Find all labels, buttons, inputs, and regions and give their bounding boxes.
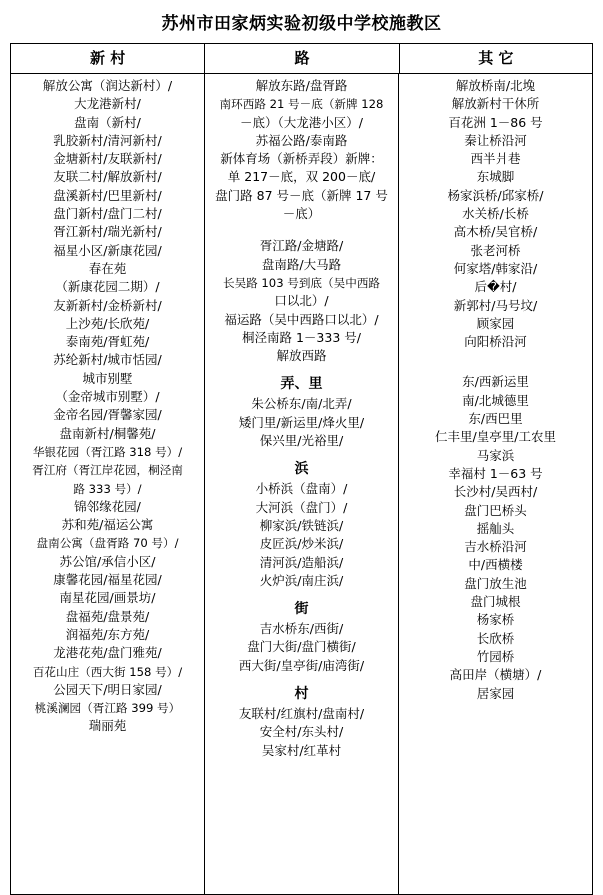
list-item: 吴家村/红革村: [261, 742, 342, 758]
list-item: 东/西新运里: [462, 374, 529, 390]
list-item: 盘溪新村/巴里新村/: [53, 187, 162, 203]
list-item: 苏和苑/福运公寓: [61, 517, 154, 533]
table-header-row: [11, 44, 592, 74]
list-item: 新体育场（新桥弄段）新牌：: [220, 151, 383, 167]
list-item: 华银花园（胥江路 318 号）/: [32, 444, 183, 459]
list-item: 吉水桥东/西街/: [259, 621, 344, 637]
list-item: 马家浜: [476, 447, 515, 463]
list-item: 盘门城根: [470, 594, 521, 610]
list-item: 金帝名园/胥馨家园/: [53, 407, 162, 423]
list-item: 秦让桥沿河: [464, 132, 527, 148]
list-item: －底）（大龙港小区）/: [240, 114, 363, 130]
column-header-xincun: 新 村: [11, 44, 205, 73]
list-item: 东城脚: [476, 169, 515, 185]
districts-table: [10, 43, 593, 895]
list-item: 何家塔/韩家沿/: [453, 260, 538, 276]
list-item: 福星小区/新康花园/: [53, 242, 162, 258]
list-item: 锦邻缘花园/: [74, 498, 141, 514]
list-item: 苏公馆/承信小区/: [59, 553, 156, 569]
list-item: 西半爿巷: [470, 151, 521, 167]
list-item: 友联村/红旗村/盘南村/: [238, 706, 365, 722]
section-heading-bang: 浜: [294, 461, 309, 478]
list-item: 解放公寓（润达新村）/: [42, 78, 173, 93]
list-item: 水关桥/长桥: [462, 206, 529, 222]
list-item: 高田岸（横塘）/: [449, 667, 542, 683]
list-item: 盘门放生池: [464, 575, 527, 591]
list-item: 矮门里/新运里/烽火里/: [238, 414, 365, 430]
list-item: 杨家桥: [476, 612, 515, 628]
list-item: 火炉浜/南庄浜/: [259, 572, 344, 588]
list-item: 中/西横楼: [468, 557, 523, 573]
list-item: 路 333 号）/: [73, 481, 142, 496]
list-item: 张老河桥: [470, 242, 521, 258]
list-item: 后�村/: [474, 279, 517, 295]
list-item: 瑞丽苑: [88, 718, 127, 734]
list-item: 解放西路: [276, 348, 327, 364]
list-item: 乳胶新村/清河新村/: [53, 132, 162, 148]
column-header-qita: 其 它: [478, 49, 514, 67]
list-item: 康馨花园/福星花园/: [53, 572, 162, 588]
list-item: 单 217－底，双 200－底/: [227, 169, 376, 185]
list-item: 小桥浜（盘南）/: [255, 481, 348, 497]
page-title: 苏州市田家炳实验初级中学校施教区: [161, 14, 442, 34]
list-item: 安全村/东头村/: [259, 724, 344, 740]
list-item: 龙港花苑/盘门雅苑/: [53, 645, 162, 661]
list-item: 福运路（吴中西路口以北）/: [224, 311, 379, 327]
list-item: （新康花园二期）/: [55, 279, 160, 295]
list-item: 高木桥/吴官桥/: [453, 224, 538, 240]
list-item: 解放东路/盘胥路: [255, 78, 348, 93]
block-spacer: [211, 223, 392, 237]
list-item: 长沙村/吴西村/: [453, 484, 538, 500]
list-item: 盘南公寓（盘胥路 70 号）/: [36, 536, 179, 551]
list-item: 友联二村/解放新村/: [53, 169, 162, 185]
list-item: 盘南路/大马路: [261, 256, 342, 272]
list-item: 盘南新村/桐馨苑/: [59, 425, 156, 441]
list-item: 杨家浜桥/邱家桥/: [447, 187, 544, 203]
list-item: 南星花园/画景坊/: [59, 590, 156, 606]
list-item: 百花洲 1－86 号: [448, 114, 543, 130]
list-item: 胥江新村/瑞光新村/: [53, 224, 162, 240]
list-item: 东/西巴里: [468, 411, 523, 427]
list-item: 苏福公路/泰南路: [255, 132, 348, 148]
section-heading-cun: 村: [294, 686, 309, 703]
list-item: 柳家浜/铁链浜/: [259, 517, 344, 533]
list-item: 保兴里/光裕里/: [259, 433, 344, 449]
list-item: 幸福村 1－63 号: [448, 465, 543, 481]
list-item: 大龙港新村/: [74, 96, 141, 112]
list-item: 金塘新村/友联新村/: [53, 151, 162, 167]
column-qita-body: [399, 74, 592, 703]
column-xincun-body: [11, 74, 204, 736]
list-item: 桃溪澜园（胥江路 399 号）: [34, 701, 181, 716]
list-item: 居家园: [476, 685, 515, 701]
list-item: 胥江府（胥江岸花园，桐泾南: [32, 463, 183, 478]
list-item: 苏纶新村/城市恬园/: [53, 352, 162, 368]
list-item: 吉水桥沿河: [464, 539, 527, 555]
list-item: 仁丰里/皇亭里/工农里: [435, 429, 556, 445]
block-spacer: [405, 351, 586, 373]
list-item: 盘门新村/盘门二村/: [53, 206, 162, 222]
list-item: －底）: [282, 206, 321, 222]
list-item: 盘福苑/盘景苑/: [65, 608, 150, 624]
list-item: 春在苑: [88, 260, 127, 276]
list-item: 竹园桥: [476, 648, 515, 664]
list-item: 友新新村/金桥新村/: [53, 297, 162, 313]
list-item: （金帝城市别墅）/: [55, 389, 160, 405]
list-item: 顾家园: [476, 315, 515, 331]
section-heading-jie: 街: [294, 601, 309, 618]
list-item: 泰南苑/胥虹苑/: [65, 334, 150, 350]
column-lu-body: [205, 74, 398, 760]
list-item: 解放新村干休所: [451, 96, 540, 112]
list-item: 皮匠浜/炒米浜/: [259, 536, 344, 552]
list-item: 口以北）/: [274, 293, 329, 309]
column-xincun: [11, 74, 205, 894]
list-item: 清河浜/造船浜/: [259, 554, 344, 570]
list-item: 城市别墅: [82, 370, 133, 386]
column-qita: [399, 74, 592, 894]
list-item: 摇舢头: [476, 520, 515, 536]
column-lu: [205, 74, 399, 894]
list-item: 上沙苑/长欣苑/: [65, 315, 150, 331]
list-item: 公园天下/明日家园/: [53, 681, 162, 697]
list-item: 大河浜（盘门）/: [255, 499, 348, 515]
list-item: 西大街/皇亭街/庙湾街/: [238, 657, 365, 673]
list-item: 新郭村/马号坟/: [453, 297, 538, 313]
list-item: 盘门巴桥头: [464, 502, 527, 518]
list-item: 盘南（新村/: [74, 114, 141, 130]
list-item: 朱公桥东/南/北弄/: [251, 396, 352, 412]
list-item: 南环西路 21 号－底（新牌 128: [219, 97, 384, 112]
list-item: 解放桥南/北堍: [455, 78, 536, 93]
list-item: 盘门路 87 号－底（新牌 17 号: [215, 187, 388, 203]
section-heading-nongli: 弄、里: [280, 376, 323, 393]
list-item: 桐泾南路 1－333 号/: [242, 329, 361, 345]
column-header-lu: 路: [205, 44, 399, 73]
list-item: 长吴路 103 号到底（吴中西路: [222, 275, 381, 290]
list-item: 百花山庄（西大街 158 号）/: [32, 664, 183, 679]
list-item: 向阳桥沿河: [464, 334, 527, 350]
list-item: 胥江路/金塘路/: [259, 238, 344, 254]
list-item: 南/北城德里: [462, 392, 529, 408]
list-item: 润福苑/东方苑/: [65, 626, 150, 642]
table-body: [11, 74, 592, 894]
list-item: 盘门大街/盘门横街/: [247, 639, 356, 655]
list-item: 长欣桥: [476, 630, 515, 646]
